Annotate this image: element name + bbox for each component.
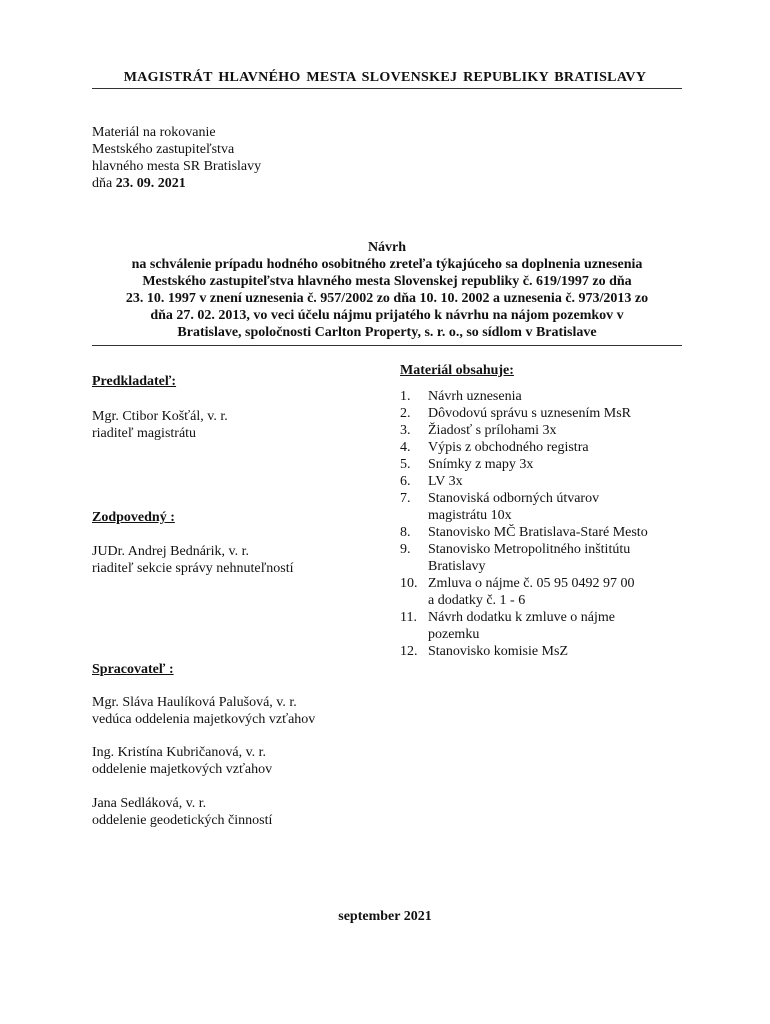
meeting-date-line xyxy=(92,175,186,192)
zodpovedny-label: Zodpovedný : xyxy=(92,510,175,525)
spracovatel-role: oddelenie majetkových vzťahov xyxy=(92,762,273,777)
list-item: 5. Snímky z mapy 3x xyxy=(400,457,534,472)
zodpovedny-name: JUDr. Andrej Bednárik, v. r. xyxy=(92,544,249,559)
predkladatel-label: Predkladateľ: xyxy=(92,374,177,389)
predkladatel-role: riaditeľ magistrátu xyxy=(92,426,197,441)
list-item: 7. Stanoviská odborných útvarov magistrátu 10x xyxy=(400,491,600,523)
material-label: Materiál obsahuje: xyxy=(400,363,514,378)
list-item: 9. Stanovisko Metropolitného inštitútu Bratislavy xyxy=(400,542,631,574)
proposal-line: dňa 27. 02. 2013, vo veci účelu nájmu prijatého k návrhu na nájom pozemkov v xyxy=(150,308,624,323)
list-item: 8. Stanovisko MČ Bratislava-Staré Mesto xyxy=(400,525,648,540)
spracovatel-name: Mgr. Sláva Haulíková Palušová, v. r. xyxy=(92,695,297,710)
proposal-line: Mestského zastupiteľstva hlavného mesta Slovenskej republiky č. 619/1997 zo dňa xyxy=(142,274,632,289)
proposal-title-block xyxy=(92,239,682,341)
spracovatel-role: vedúca oddelenia majetkových vzťahov xyxy=(92,712,316,727)
spracovatel-role: oddelenie geodetických činností xyxy=(92,813,273,828)
list-item: 1. Návrh uznesenia xyxy=(400,389,522,404)
material-list xyxy=(400,388,700,660)
list-item: 12. Stanovisko komisie MsZ xyxy=(400,644,569,659)
list-item: 3. Žiadosť s prílohami 3x xyxy=(400,423,557,438)
list-item: 2. Dôvodovú správu s uznesením MsR xyxy=(400,406,631,421)
spracovatel-name: Jana Sedláková, v. r. xyxy=(92,796,207,811)
spracovatel-label: Spracovateľ : xyxy=(92,662,174,677)
date-prefix: dňa xyxy=(92,176,116,191)
proposal-line: na schválenie prípadu hodného osobitného zreteľa týkajúceho sa doplnenia uznesenia xyxy=(131,257,643,272)
proposal-heading: Návrh xyxy=(367,240,407,255)
predkladatel-name: Mgr. Ctibor Košťál, v. r. xyxy=(92,409,228,424)
intro-line-2: Mestského zastupiteľstva xyxy=(92,142,235,157)
spracovatel-name: Ing. Kristína Kubričanová, v. r. xyxy=(92,745,267,760)
intro-line-3: hlavného mesta SR Bratislavy xyxy=(92,159,262,174)
proposal-line: Bratislave, spoločnosti Carlton Property, s. r. o., so sídlom v Bratislave xyxy=(177,325,597,340)
list-item: 10. Zmluva o nájme č. 05 95 0492 97 00 a dodatky č. 1 - 6 xyxy=(400,576,635,608)
zodpovedny-role: riaditeľ sekcie správy nehnuteľností xyxy=(92,561,294,576)
footer-date: september 2021 xyxy=(338,909,432,924)
meeting-date: 23. 09. 2021 xyxy=(115,176,186,191)
title-divider xyxy=(92,345,682,346)
magistrat-header-title: MAGISTRÁT HLAVNÉHO MESTA SLOVENSKEJ REPUBLIKY BRATISLAVY xyxy=(123,70,647,85)
list-item: 4. Výpis z obchodného registra xyxy=(400,440,589,455)
list-item: 6. LV 3x xyxy=(400,474,463,489)
header-divider xyxy=(92,88,682,89)
proposal-line: 23. 10. 1997 v znení uznesenia č. 957/2002 zo dňa 10. 10. 2002 a uznesenia č. 973/2013 zo xyxy=(125,291,649,306)
intro-line-1: Materiál na rokovanie xyxy=(92,125,216,140)
list-item: 11. Návrh dodatku k zmluve o nájme pozemku xyxy=(400,610,616,642)
